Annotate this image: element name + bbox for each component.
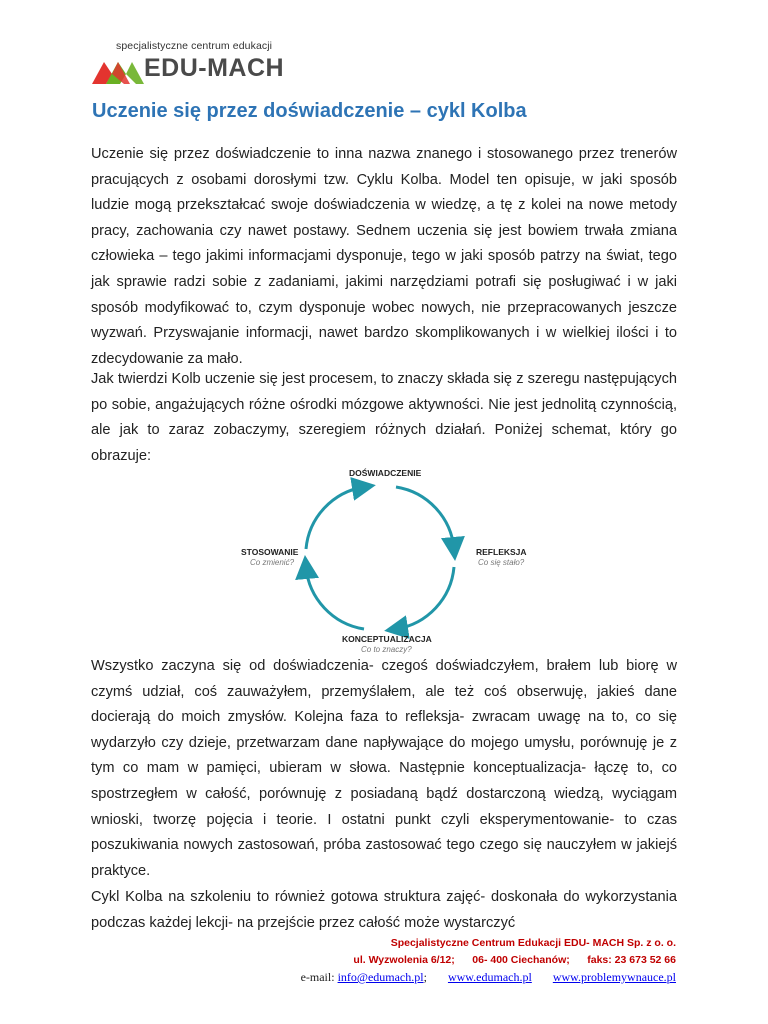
- node-reflection-title: REFLEKSJA: [476, 547, 527, 557]
- website-link-edumach[interactable]: www.edumach.pl: [447, 970, 532, 984]
- node-experience-title: DOŚWIADCZENIE: [349, 468, 422, 478]
- logo-tagline: specjalistyczne centrum edukacji: [116, 40, 273, 52]
- website-link-problemywnauce[interactable]: www.problemywnauce.pl: [552, 970, 676, 984]
- email-link[interactable]: info@edumach.pl: [337, 970, 424, 984]
- kolb-cycle-diagram: [230, 466, 530, 656]
- page-footer: [156, 935, 676, 986]
- footer-contacts: [156, 969, 676, 986]
- node-reflection-subtitle: Co się stało?: [478, 558, 525, 567]
- paragraph-phases: Wszystko zaczyna się od doświadczenia- czegoś doświadczyłem, brałem lub biorę w czymś udział, coś zauważyłem, przemyślałem, ale też coś obserwuję, jakieś dane docierają do moich zmysłów. Kolejna faza to refleksja- zwracam uwagę na to, co się wydarzyło czy dzieje, przetwarzam dane napływające do mojego umysłu, porównuję je z tym co mam w pamięci, ubieram w słowa. Następnie konceptualizacja- łączę to, co spostrzegłem w całość, porównuję z posiadaną bądź dostarczoną wiedzą, wyciągam wnioski, tworzę pojęcia i teorie. I ostatni punkt czyli eksperymentowanie- to czas poszukiwania nowych zastosowań, próba zastosować tego czego się nauczyłem w jakiejś praktyce.: [91, 658, 677, 879]
- node-conceptualization-title: KONCEPTUALIZACJA: [342, 634, 432, 644]
- logo-mark-icon: [92, 56, 144, 86]
- footer-fax: faks: 23 673 52 66: [587, 954, 676, 966]
- footer-address: ul. Wyzwolenia 6/12;: [353, 954, 455, 966]
- paragraph-intro: Uczenie się przez doświadczenie to inna nazwa znanego i stosowanego przez trenerów pracujących z osobami dorosłymi tzw. Cyklu Kolba. Model ten opisuje, w jaki sposób ludzie mogą przekształcać swoje doświadczenia w wiedzę, a tę z kolei na nowe metody pracy, zachowania czy nawet postawy. Sednem uczenia się jest bowiem trwała zmiana człowieka – tego jakimi informacjami dysponuje, tego w jaki sposób patrzy na świat, tego jak sprawie radzi sobie z zadaniami, jakimi narzędziami potrafi się posługiwać i w jaki sposób modyfikować to, czym dysponuje wobec nowych, nie przepracowanych jeszcze wyzwań. Przyswajanie informacji, nawet bardzo skomplikowanych i w wielkiej ilości i to zdecydowanie za mało.: [91, 146, 677, 367]
- page-title: Uczenie się przez doświadczenie – cykl Kolba: [92, 100, 527, 122]
- footer-email-label: e-mail:: [300, 970, 335, 984]
- footer-company: Specjalistyczne Centrum Edukacji EDU- MACH Sp. z o. o.: [390, 937, 676, 949]
- paragraph-training: Cykl Kolba na szkoleniu to również gotowa struktura zajęć- doskonała do wykorzystania podczas każdej lekcji- na przejście przez całość może wystarczyć: [91, 889, 677, 931]
- footer-separator: ;: [423, 970, 427, 984]
- footer-city: 06- 400 Ciechanów;: [472, 954, 570, 966]
- paragraph-process: Jak twierdzi Kolb uczenie się jest procesem, to znaczy składa się z szeregu następujących po sobie, angażujących różne ośrodki mózgowe aktywności. Nie jest jednolitą czynnością, ale jak to zaraz zobaczymy, szeregiem różnych działań. Poniżej schemat, który go obrazuje:: [91, 371, 677, 464]
- node-conceptualization-subtitle: Co to znaczy?: [361, 645, 412, 654]
- footer-address-line: [156, 952, 676, 969]
- company-logo: [92, 40, 292, 92]
- logo-name: EDU-MACH: [144, 54, 285, 82]
- node-application-title: STOSOWANIE: [241, 547, 299, 557]
- node-application-subtitle: Co zmienić?: [250, 558, 295, 567]
